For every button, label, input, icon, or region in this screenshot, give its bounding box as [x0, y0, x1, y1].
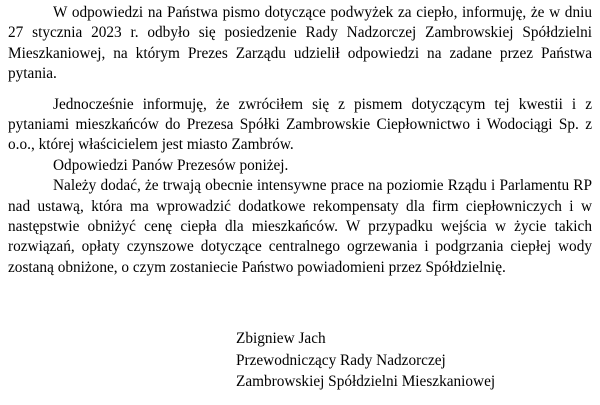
signature-organization: Zambrowskiej Spółdzielni Mieszkaniowej: [236, 373, 496, 390]
paragraph-answers-below: Odpowiedzi Panów Prezesów poniżej.: [53, 156, 289, 174]
signature-name: Zbigniew Jach: [236, 330, 326, 347]
signature-title: Przewodniczący Rady Nadzorczej: [236, 351, 446, 369]
signature-block: [236, 328, 495, 393]
paragraph-response: W odpowiedzi na Państwa pismo dotyczące podwyżek za ciepło, informuję, że w dniu 27 stycznia 2023 r. odbyło się posiedzenie Rady Nadzorczej Zambrowskiej Spółdzielni Mieszkaniowej, na którym Prezes Zarządu udzielił odpowiedzi na zadane przez Państwa pytania.: [8, 4, 592, 83]
paragraph-legislation: Należy dodać, że trwają obecnie intensywne prace na poziomie Rządu i Parlamentu RP nad ustawą, która ma wprowadzić dodatkowe rekompensaty dla firm ciepłowniczych i w następstwie obniżyć cenę ciepła dla mieszkańców. W przypadku wejścia w życie takich rozwiązań, opłaty czynszowe dotyczące centralnego ogrzewania i podgrzania ciepłej wody zostaną obniżone, o czym zostaniecie Państwo powiadomieni przez Spółdzielnię.: [8, 177, 592, 276]
paragraph-inquiry: Jednocześnie informuję, że zwróciłem się z pismem dotyczącym tej kwestii i z pytaniami mieszkańców do Prezesa Spółki Zambrowskie Ciepłownictwo i Wodociągi Sp. z o.o., której właścicielem jest miasto Zambrów.: [8, 95, 592, 154]
letter-body: [8, 0, 592, 278]
